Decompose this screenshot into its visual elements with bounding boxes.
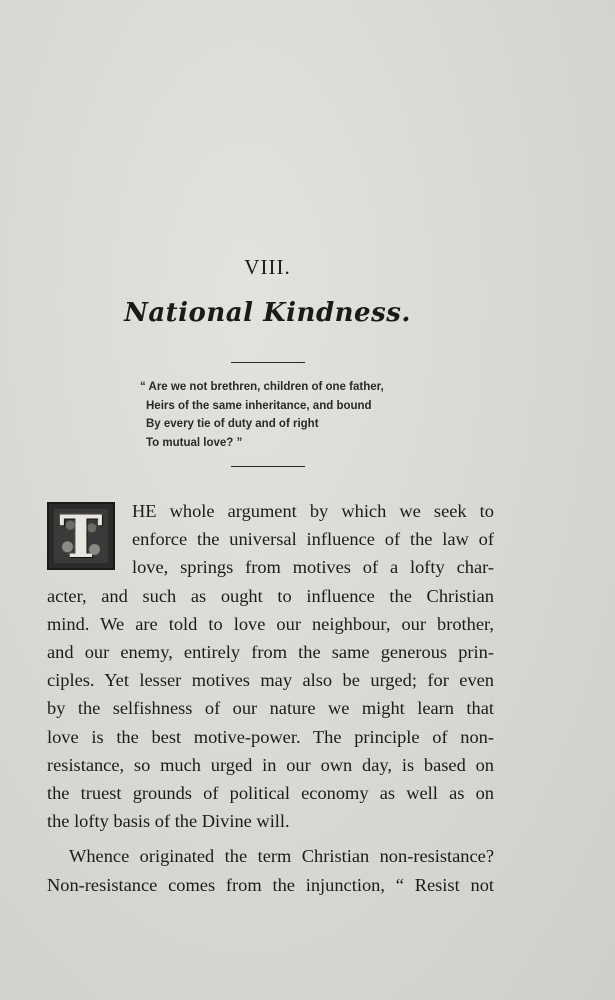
text-line: love is the best motive-power. The principle of non- [47, 726, 494, 747]
epigraph-line: Heirs of the same inheritance, and bound [146, 399, 372, 412]
text-line: love, springs from motives of a lofty char- [132, 557, 494, 578]
drop-cap-letter: T [59, 503, 103, 571]
epigraph [140, 378, 440, 452]
divider-bottom [231, 466, 305, 467]
text-line: mind. We are told to love our neighbour, our brother, [47, 613, 494, 634]
text-line: resistance, so much urged in our own day, is based on [47, 754, 494, 775]
text-line: the truest grounds of political economy as well as on [47, 783, 494, 804]
epigraph-line: “ Are we not brethren, children of one father, [140, 381, 384, 393]
text-line: the lofty basis of the Divine will. [47, 811, 290, 832]
epigraph-line: To mutual love? ” [146, 436, 243, 449]
text-line: by the selfishness of our nature we might learn that [47, 698, 494, 719]
divider-top [231, 362, 305, 363]
text-line: and our enemy, entirely from the same generous prin- [47, 642, 494, 663]
epigraph-line: By every tie of duty and of right [146, 418, 319, 430]
body-text [47, 497, 494, 899]
text-line: acter, and such as ought to influence the Christian [47, 585, 494, 606]
text-line: enforce the universal influence of the law of [132, 529, 494, 550]
text-line: Whence originated the term Christian non-resistance? [69, 846, 494, 867]
chapter-title: National Kindness. [124, 298, 411, 328]
text-line: Non-resistance comes from the injunction, “ Resist not [47, 874, 494, 895]
chapter-number: VIII. [244, 255, 291, 279]
text-line: HE whole argument by which we seek to [132, 501, 494, 521]
text-line: ciples. Yet lesser motives may also be urged; for even [47, 670, 494, 691]
